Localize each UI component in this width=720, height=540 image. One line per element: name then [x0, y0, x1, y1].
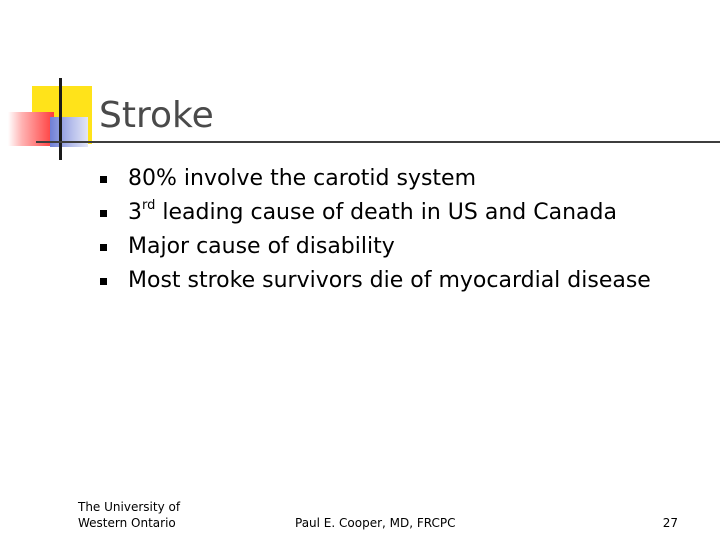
bullet-square-icon [100, 210, 107, 217]
bullet-text-superscript: rd [142, 198, 156, 213]
bullet-text: Major cause of disability [128, 234, 395, 259]
bullet-square-icon [100, 244, 107, 251]
bullet-square-icon [100, 278, 107, 285]
footer-author: Paul E. Cooper, MD, FRCPC [295, 516, 456, 530]
bullet-text: 80% involve the carotid system [128, 166, 477, 191]
decorative-vertical-line [59, 78, 62, 160]
footer-institution-line2: Western Ontario [78, 516, 176, 530]
bullet-text-prefix: 3 [128, 200, 142, 225]
bullet-text [128, 198, 617, 228]
bullet-square-icon [100, 176, 107, 183]
page-number: 27 [662, 516, 678, 530]
bullet-text: Most stroke survivors die of myocardial disease [128, 268, 651, 293]
title-underline [36, 141, 720, 143]
bullet-text-rest: leading cause of death in US and Canada [155, 200, 617, 225]
footer-institution [78, 499, 180, 531]
slide-title: Stroke [99, 95, 214, 136]
footer-institution-line1: The University of [78, 500, 181, 514]
